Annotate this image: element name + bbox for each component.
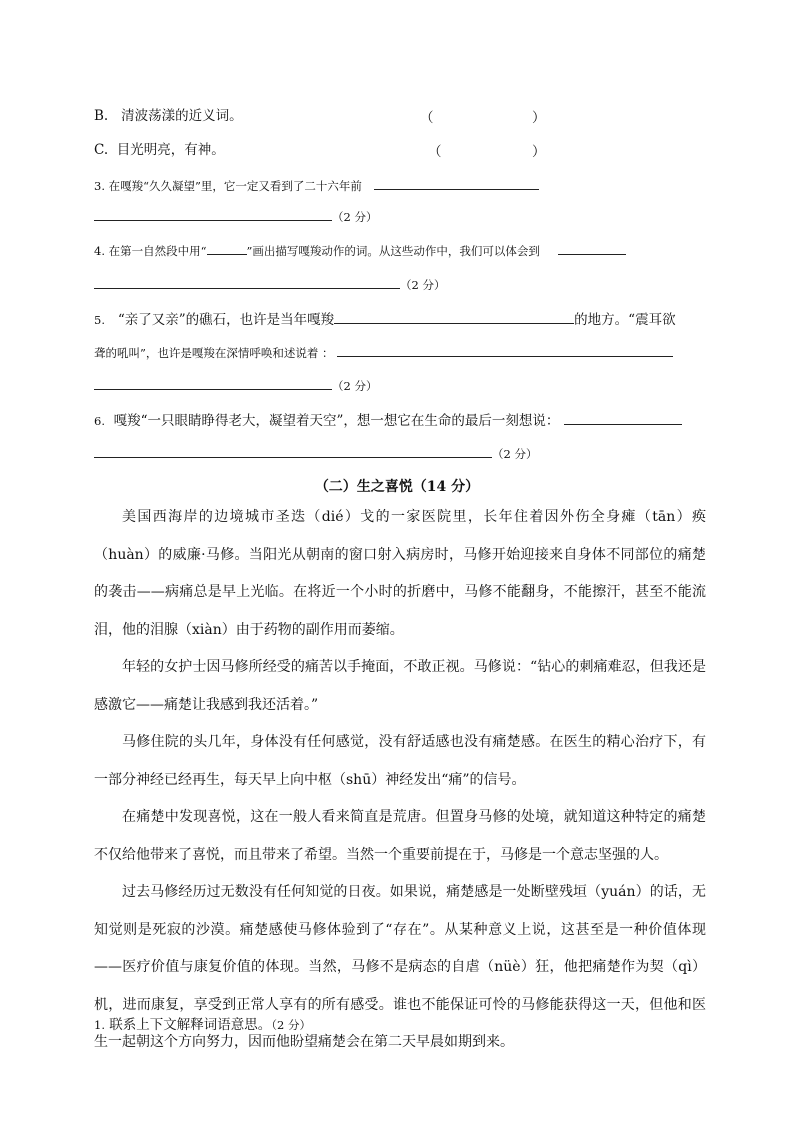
question-5-line2 xyxy=(94,342,673,363)
passage-paragraph-3: 马修住院的头几年，身体没有任何感觉，没有舒适感也没有痛楚感。在医生的精心治疗下，有一部分神经已经再生，每天早上向中枢（shū）神经发出“痛”的信号。 xyxy=(94,734,706,788)
section-title: （二）生之喜悦（14 分） xyxy=(314,479,480,495)
answer-line-4a xyxy=(558,240,626,255)
question-next-1 xyxy=(94,1015,311,1035)
passage-paragraph-5: 过去马修经历过无数没有任何知觉的日夜。如果说，痛楚感是一处断壁残垣（yuán）的话，无知觉则是死寂的沙漠。痛楚感使马修体验到了“存在”。从某种意义上说，这甚至是一种价值体现——医疗价值与康复价值的体现。当然，马修不是病态的自虐（nüè）狂，他把痛楚作为契（qì）机，进而康复，享受到正常人享有的所有感受。谁也不能保证可怜的马修能获得这一天，但他和医生一起朝这个方向努力，因而他盼望痛楚会在第二天早晨如期到来。 xyxy=(94,884,706,1050)
question-6-number: 6. xyxy=(94,414,105,428)
answer-c-paren-close: ） xyxy=(532,144,546,160)
question-5-text-c: 聋的吼叫”，也许是嘎羧在深情呼唤和述说着 ： xyxy=(94,346,334,360)
answer-line-6b xyxy=(94,443,492,458)
question-5-number: 5. xyxy=(94,313,105,327)
answer-line-5c xyxy=(94,375,332,390)
question-3-text: 在嘎羧“久久凝望”里，它一定又看到了二十六年前 xyxy=(108,179,362,193)
question-5-line3 xyxy=(94,375,377,396)
question-4-text-a: 在第一自然段中用“ xyxy=(108,244,207,258)
passage-paragraph-2: 年轻的女护士因马修所经受的痛苦以手掩面，不敢正视。马修说：“钻心的刺痛难忍，但我还是感激它——痛楚让我感到我还活着。” xyxy=(94,659,706,713)
question-4-text-b: ”画出描写嘎羧动作的词。从这些动作中，我们可以体会到 xyxy=(246,244,540,258)
answer-c-paren-open: （ xyxy=(428,144,442,160)
answer-line-3b xyxy=(94,206,332,221)
question-6-score: （2 分） xyxy=(492,447,538,461)
answer-line-5b xyxy=(337,342,673,357)
answer-blank-4 xyxy=(207,241,247,255)
question-b xyxy=(94,106,243,126)
question-c xyxy=(94,140,225,160)
answer-line-5a xyxy=(334,309,574,324)
question-3-line2 xyxy=(94,206,377,227)
question-c-text: 目光明亮，有神。 xyxy=(116,142,225,158)
answer-b-paren-open: （ xyxy=(420,110,434,126)
question-next-1-text: 联系上下文解释词语意思。 xyxy=(109,1017,272,1033)
question-4-line2 xyxy=(94,274,445,295)
question-5-score: （2 分） xyxy=(332,379,378,393)
question-5-text-b: 的地方。“震耳欲 xyxy=(574,312,676,328)
answer-b-paren-close: ） xyxy=(532,110,546,126)
answer-line-6a xyxy=(564,410,682,425)
question-5 xyxy=(94,309,676,330)
question-6 xyxy=(94,410,682,431)
answer-line-4b xyxy=(94,274,400,289)
question-6-line2 xyxy=(94,443,537,464)
question-b-text: 清波荡漾的近义词。 xyxy=(121,108,243,124)
question-4-score: （2 分） xyxy=(400,278,446,292)
question-4 xyxy=(94,240,626,261)
passage-paragraph-1: 美国西海岸的边境城市圣迭（dié）戈的一家医院里，长年住着因外伤全身瘫（tān）痪（huàn）的威廉·马修。当阳光从朝南的窗口射入病房时，马修开始迎接来自身体不同部位的痛楚的袭击——病痛总是早上光临。在将近一个小时的折磨中，马修不能翻身，不能擦汗，甚至不能流泪，他的泪腺（xiàn）由于药物的副作用而萎缩。 xyxy=(94,509,706,638)
question-b-label: B. xyxy=(94,108,109,124)
answer-line-3a xyxy=(374,175,539,190)
question-4-number: 4. xyxy=(94,244,105,258)
question-next-1-score: （2 分） xyxy=(271,1018,312,1032)
question-3 xyxy=(94,175,539,196)
question-c-label: C. xyxy=(94,142,109,158)
question-6-text: 嘎羧“一只眼睛睁得老大，凝望着天空”，想一想它在生命的最后一刻想说： xyxy=(113,413,560,429)
question-next-1-number: 1. xyxy=(94,1018,105,1032)
reading-passage xyxy=(94,499,706,1062)
passage-paragraph-4: 在痛楚中发现喜悦，这在一般人看来简直是荒唐。但置身马修的处境，就知道这种特定的痛楚不仅给他带来了喜悦，而且带来了希望。当然一个重要前提在于，马修是一个意志坚强的人。 xyxy=(94,809,706,863)
question-3-score: （2 分） xyxy=(332,210,378,224)
question-3-number: 3. xyxy=(94,179,105,193)
question-5-text-a: “亲了又亲”的礁石，也许是当年嘎羧 xyxy=(117,312,335,328)
